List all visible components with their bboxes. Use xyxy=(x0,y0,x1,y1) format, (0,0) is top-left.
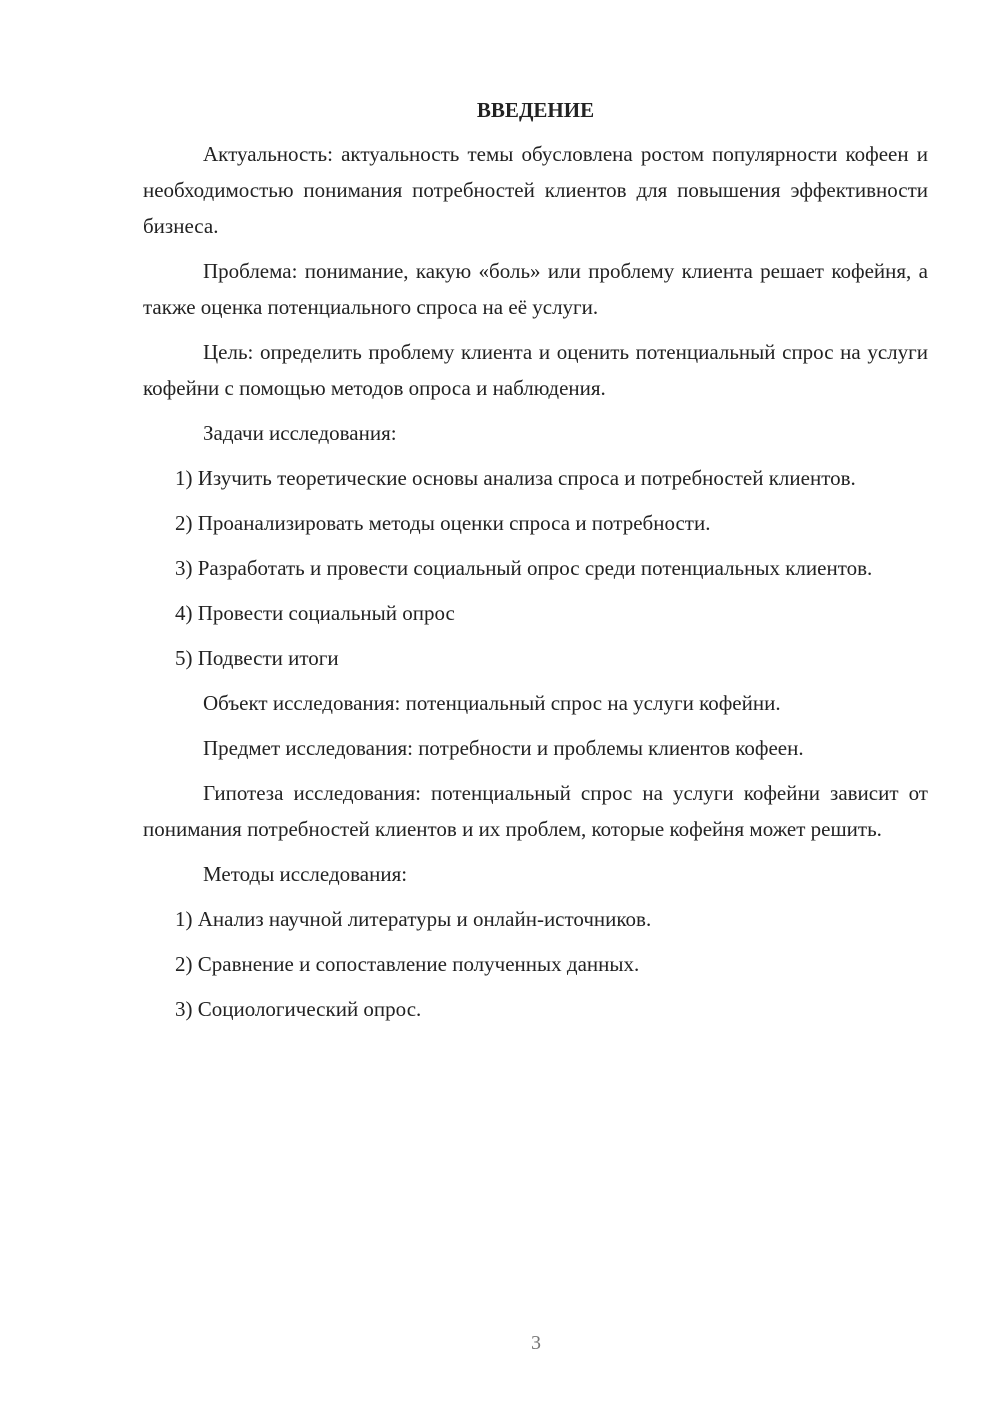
object-paragraph: Объект исследования: потенциальный спрос на услуги кофейни. xyxy=(203,691,781,715)
task-item-1: 1) Изучить теоретические основы анализа спроса и потребностей клиентов. xyxy=(175,466,856,490)
document-page xyxy=(143,92,928,1036)
method-item-3: 3) Социологический опрос. xyxy=(175,997,422,1021)
method-item-2: 2) Сравнение и сопоставление полученных данных. xyxy=(175,952,640,976)
problem-paragraph: Проблема: понимание, какую «боль» или проблему клиента решает кофейня, а также оценка потенциального спроса на её услуги. xyxy=(143,259,928,319)
goal-paragraph: Цель: определить проблему клиента и оценить потенциальный спрос на услуги кофейни с помощью методов опроса и наблюдения. xyxy=(143,340,928,400)
task-item-4: 4) Провести социальный опрос xyxy=(175,601,455,625)
task-item-5: 5) Подвести итоги xyxy=(175,646,339,670)
tasks-heading: Задачи исследования: xyxy=(203,421,397,445)
relevance-paragraph: Актуальность: актуальность темы обусловлена ростом популярности кофеен и необходимостью понимания потребностей клиентов для повышения эффективности бизнеса. xyxy=(143,142,928,238)
method-item-1: 1) Анализ научной литературы и онлайн-источников. xyxy=(175,907,652,931)
methods-heading: Методы исследования: xyxy=(203,862,408,886)
hypothesis-paragraph: Гипотеза исследования: потенциальный спрос на услуги кофейни зависит от понимания потребностей клиентов и их проблем, которые кофейня может решить. xyxy=(143,781,928,841)
page-number: 3 xyxy=(531,1332,541,1354)
subject-paragraph: Предмет исследования: потребности и проблемы клиентов кофеен. xyxy=(203,736,804,760)
task-item-2: 2) Проанализировать методы оценки спроса и потребности. xyxy=(175,511,711,535)
task-item-3: 3) Разработать и провести социальный опрос среди потенциальных клиентов. xyxy=(175,556,873,580)
page-title: ВВЕДЕНИЕ xyxy=(476,98,595,122)
